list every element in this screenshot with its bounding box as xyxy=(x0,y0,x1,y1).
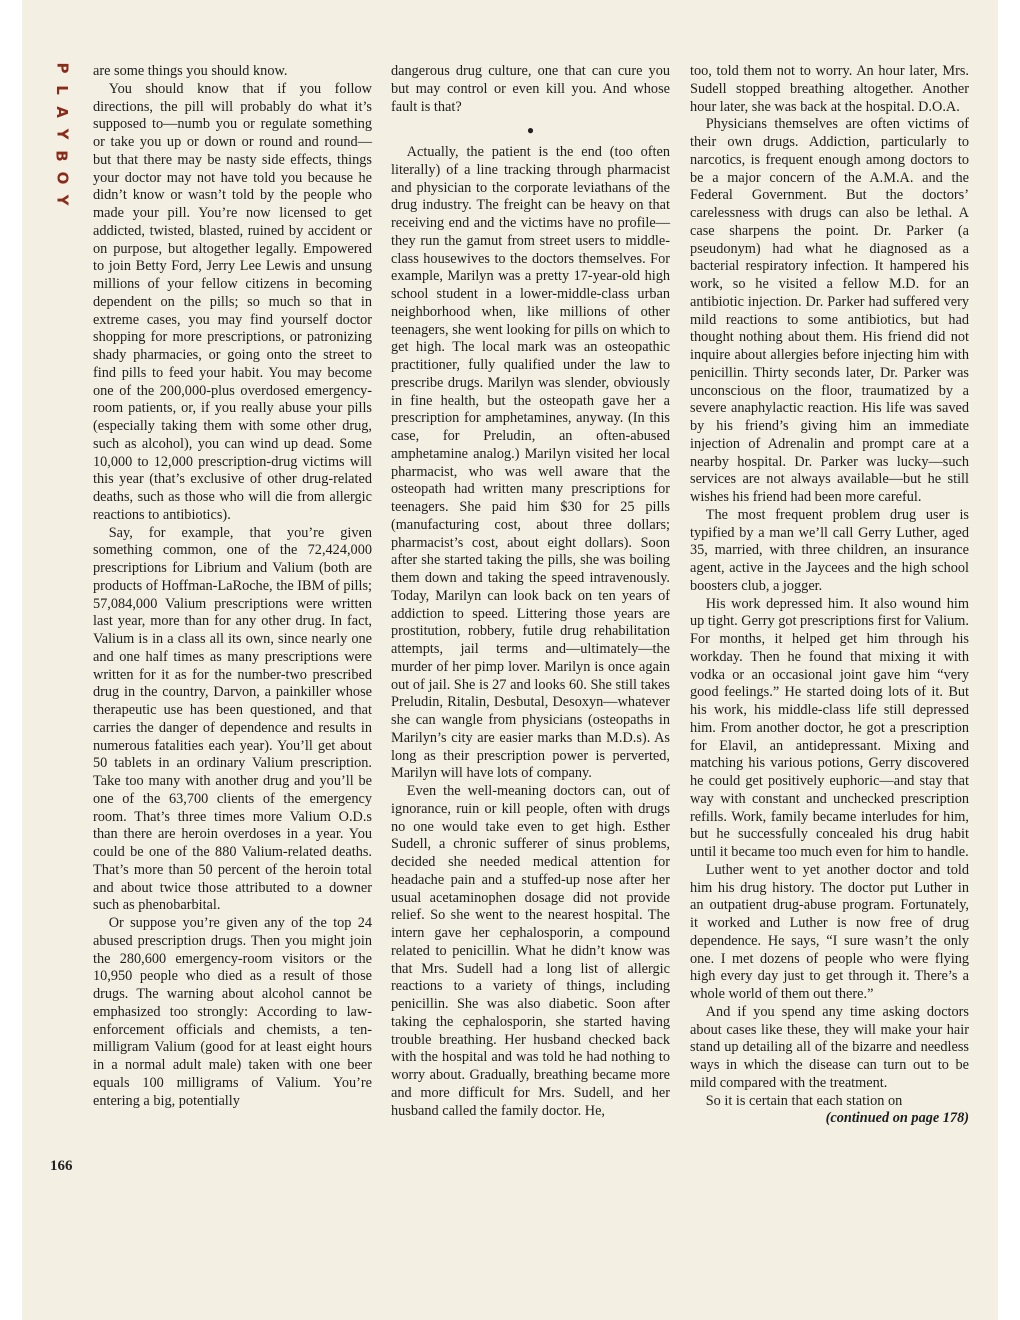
paragraph: The most frequent problem drug user is typified by a man we’ll call Gerry Luther, aged 35, married, with three children, an insurance agent, active in the Jaycees and the high school boosters club, a jogger. xyxy=(690,506,969,594)
section-break-bullet: ● xyxy=(526,123,535,138)
masthead-letter: Y xyxy=(53,194,71,206)
paragraph: You should know that if you follow directions, the pill will probably do what it’s supposed to—numb you or regulate something or take you up or down or round and round—but that there may be nasty side effects, things your doctor may not have told you because he didn’t know or wasn’t told by the people who made your pill. You’re now licensed to get addicted, twisted, blasted, ruined by accident or on purpose, but altogether legally. Empowered to join Betty Ford, Jerry Lee Lewis and unsung millions of your fellow citizens in becoming dependent on the pills; so much so that in extreme cases, you may find yourself doctor shopping for more prescriptions, or patronizing shady pharmacies, or going onto the street to find pills to feed your habit. You may become one of the 200,000-plus overdosed emergency-room patients, or, if you really abuse your pills (especially taking them with some other drug, such as alcohol), you can wind up dead. Some 10,000 to 12,000 prescription-drug victims will this year (that’s exclusive of other drug-related deaths, such as those who will die from allergic reactions to antibiotics). xyxy=(93,80,372,523)
paragraph: too, told them not to worry. An hour later, Mrs. Sudell stopped breathing altogether. Another hour later, she was back at the hospital. D.O.A. xyxy=(690,63,969,115)
masthead-letter: B xyxy=(53,150,71,162)
page-number: 166 xyxy=(50,1158,73,1174)
masthead-vertical xyxy=(52,60,72,210)
paragraph: dangerous drug culture, one that can cure you but may control or even kill you. And whose fault is that? xyxy=(391,63,670,115)
paragraph: His work depressed him. It also wound him up tight. Gerry got prescriptions first for Valium. For months, it helped get him through his workday. Then he found that mixing it with vodka or an occasional joint gave him “very good feelings.” He started doing lots of it. But his work, his middle-class life still depressed him. From another doctor, he got a prescription for Elavil, an antidepressant. Mixing and matching his various potions, Gerry discovered he could get positively euphoric—and stay that way with constant and unchecked prescription refills. Work, family became interludes for him, but he successfully concealed his drug habit until it became too much even for him to handle. xyxy=(690,595,969,860)
paragraph: Physicians themselves are often victims of their own drugs. Addiction, particularly to narcotics, is frequent enough among doctors to be a major concern of the A.M.A. and the Federal Government. But the doctors’ carelessness with drugs can also be lethal. A case sharpens the point. Dr. Parker (a pseudonym) had what he diagnosed as a bacterial respiratory infection. It hampered his work, so he visited a fellow M.D. for an antibiotic injection. Dr. Parker had suffered very mild reactions to some antibiotics, but had thought nothing about them. His friend did not inquire about allergies before injecting him with penicillin. Thirty seconds later, Dr. Parker was unconscious on the floor, traumatized by a severe anaphylactic reaction. His life was saved by his friend’s giving him an immediate injection of Adrenalin and prompt care at a nearby hospital. Dr. Parker was lucky—such services are not always available—but he still wishes his friend had been more careful. xyxy=(690,116,969,505)
paragraph: So it is certain that each station on xyxy=(705,1092,903,1109)
paragraph: Say, for example, that you’re given something common, one of the 72,424,000 prescriptions for Librium and Valium (both are products of Hoffman-LaRoche, the IBM of pills; 57,084,000 Valium prescriptions were written last year, more than for any other drug. In fact, Valium is in a class all its own, since nearly one and one half times as many prescriptions were written for it as for the number-two prescribed drug in the country, Darvon, a painkiller whose therapeutic use has been questioned, and that carries the danger of dependence and results in numerous fatalities each year). You’ll get about 50 tablets in an ordinary Valium prescription. Take too many with another drug and you’ll be one of the 63,700 clients of the emergency room. That’s three times more Valium O.D.s than there are heroin overdoses in a year. You could be one of the 880 Valium-related deaths. That’s more than 50 percent of the heroin total and about twice those attributed to a downer such as phenobarbital. xyxy=(93,524,372,914)
paragraph: Or suppose you’re given any of the top 24 abused prescription drugs. Then you might join the 280,600 emergency-room visitors or the 10,950 people who died as a result of those drugs. The warning about alcohol cannot be emphasized too strongly: According to law-enforcement officials and chemists, a ten-milligram Valium (good for at least eight hours in a normal adult male) taken with one beer equals 100 milligrams of Valium. You’re entering a big, potentially xyxy=(93,915,372,1109)
masthead-letter: A xyxy=(52,106,71,118)
paragraph: And if you spend any time asking doctors about cases like these, they will make your hair stand up detailing all of the bizarre and needless ways in which the disease can turn out to be mild compared with the treatment. xyxy=(690,1003,969,1091)
masthead-letter: O xyxy=(52,171,71,185)
article-column-3 xyxy=(690,63,969,1128)
masthead-letter: L xyxy=(53,85,71,95)
paragraph: Luther went to yet another doctor and told him his drug history. The doctor put Luther in an outpatient drug-abuse program. Fortunately, it worked and Luther is now free of drug dependence. He says, “I sure wasn’t the only one. I met dozens of people who were flying high every day just to get through it. There’s a whole world of them out there.” xyxy=(690,861,969,1002)
continuation-note: (continued on page 178) xyxy=(825,1110,969,1127)
paragraph: are some things you should know. xyxy=(93,63,288,79)
paragraph: Even the well-meaning doctors can, out of ignorance, ruin or kill people, often with drugs no one would take even to get high. Esther Sudell, a chronic sufferer of sinus problems, decided she needed medical attention for headache pain and a stuffed-up nose after her usual acetaminophen dosage did not provide relief. So she went to the nearest hospital. The intern gave her cephalosporin, a compound related to penicillin. What he didn’t know was that Mrs. Sudell had a long list of allergic reactions to a variety of things, including penicillin. She was also diabetic. Soon after taking the cephalosporin, she started having trouble breathing. Her husband checked back with the hospital and was told he had nothing to worry about. Gradually, breathing became more and more difficult for Mrs. Sudell, and her husband called the family doctor. He, xyxy=(391,783,670,1119)
article-column-2 xyxy=(391,63,670,1120)
masthead-letter: P xyxy=(53,62,71,74)
masthead-letter: Y xyxy=(53,128,71,140)
paragraph: Actually, the patient is the end (too often literally) of a line tracking through pharmacist and physician to the corporate leviathans of the drug industry. The freight can be heavy on that receiving end and the victims have no profile—they run the gamut from street users to middle-class housewives to the doctors themselves. For example, Marilyn was a pretty 17-year-old high school student in a lower-middle-class urban neighborhood when, like millions of other teenagers, she went looking for pills on which to get high. The local mark was an osteopathic practitioner, fully qualified under the law to prescribe drugs. Marilyn was slender, obviously in fine health, but the osteopath gave her a prescription for amphetamines, anyway. (In this case, for Preludin, an often-abused amphetamine analog.) Marilyn visited her local pharmacist, who was well aware that the osteopath had written many prescriptions for teenagers. She paid him $30 for 25 pills (manufacturing cost, about three dollars; pharmacist’s cost, about eight dollars). Soon after she started taking the pills, she was boiling them down and taking the speed intravenously. Today, Marilyn can look back on ten years of addiction to speed. Littering those years are prostitution, robbery, futile drug rehabilitation attempts, jail terms and—ultimately—the murder of her pimp lover. Marilyn is once again out of jail. She is 27 and looks 60. She still takes Preludin, Ritalin, Desbutal, Desoxyn—whatever she can wangle from physicians (osteopaths in Marilyn’s city are easier marks than M.D.s). As long as their prescription power is perverted, Marilyn will have lots of company. xyxy=(391,144,670,782)
article-column-1 xyxy=(93,63,372,1110)
